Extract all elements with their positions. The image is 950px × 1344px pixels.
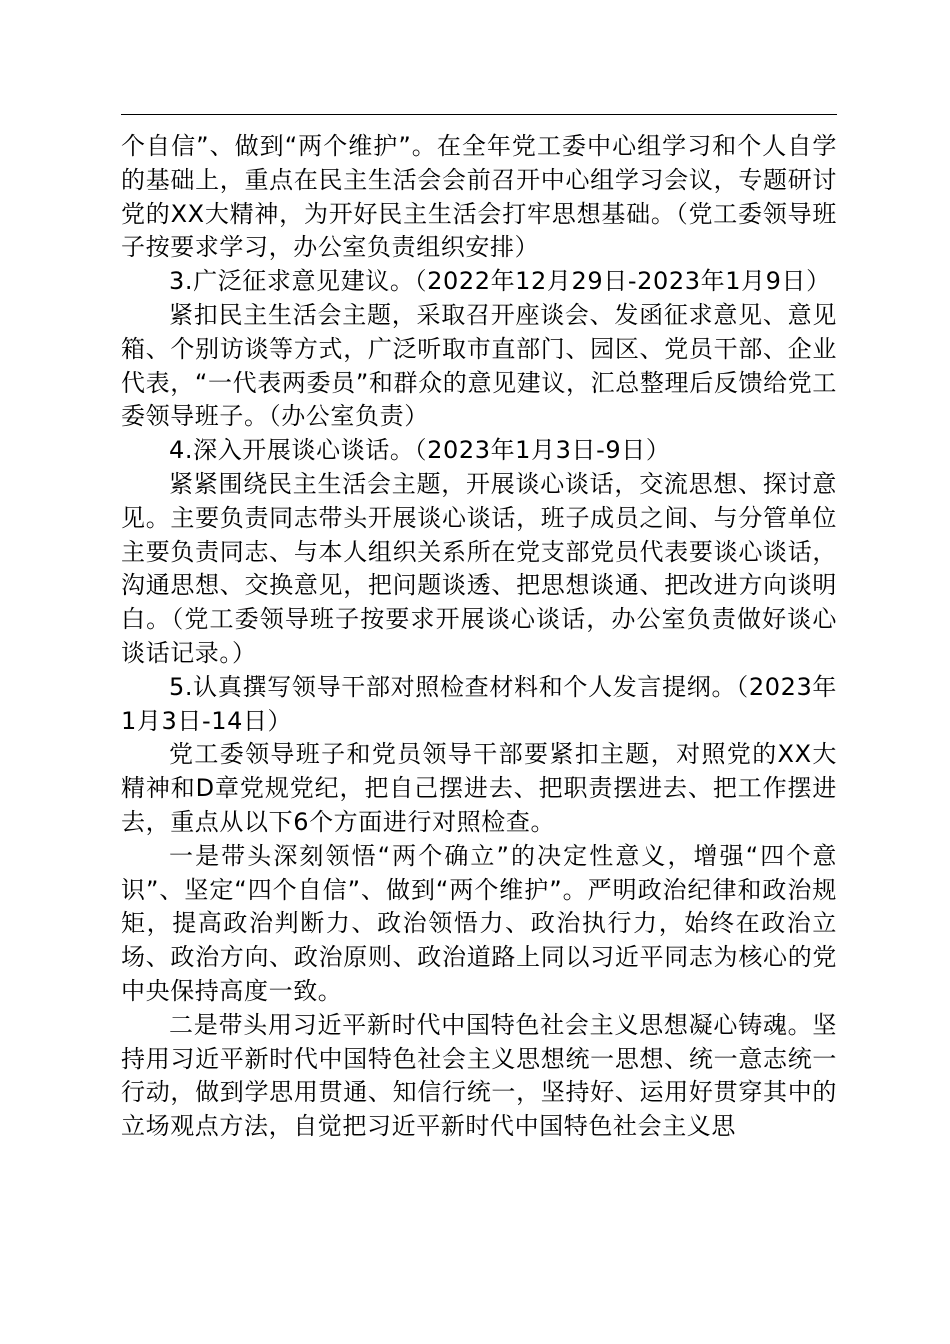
section-heading-4: 4.深入开展谈心谈话。（2023年1月3日-9日） (169, 436, 671, 465)
paragraph-point-one: 一是带头深刻领悟“两个确立”的决定性意义，增强“四个意识”、坚定“四个自信”、做到“两个维护”。严明政治纪律和政治规矩，提高政治判断力、政治领悟力、政治执行力，始终在政治立场、政治方向、政治原则、政治道路上同以习近平同志为核心的党中央保持高度一致。 (121, 841, 837, 1005)
paragraph-point-two: 二是带头用习近平新时代中国特色社会主义思想凝心铸魂。坚持用习近平新时代中国特色社会主义思想统一思想、统一意志统一行动，做到学思用贯通、知信行统一，坚持好、运用好贯穿其中的立场观点方法，自觉把习近平新时代中国特色社会主义思 (121, 1010, 837, 1141)
document-body (121, 130, 837, 1144)
paragraph-self-examination: 党工委领导班子和党员领导干部要紧扣主题，对照党的XX大精神和D章党规党纪，把自己摆进去、把职责摆进去、把工作摆进去，重点从以下6个方面进行对照检查。 (121, 740, 837, 836)
header-rule (121, 114, 837, 115)
paragraph-continuation: 个自信”、做到“两个维护”。在全年党工委中心组学习和个人自学的基础上，重点在民主生活会会前召开中心组学习会议，专题研讨党的XX大精神，为开好民主生活会打牢思想基础。（党工委领导班子按要求学习，办公室负责组织安排） (121, 132, 837, 262)
section-heading-3: 3.广泛征求意见建议。（2022年12月29日-2023年1月9日） (169, 267, 831, 296)
paragraph-solicit-opinions: 紧扣民主生活会主题，采取召开座谈会、发函征求意见、意见箱、个别访谈等方式，广泛听取市直部门、园区、党员干部、企业代表，“一代表两委员”和群众的意见建议，汇总整理后反馈给党工委领导班子。（办公室负责） (121, 300, 837, 431)
paragraph-heart-to-heart-talks: 紧紧围绕民主生活会主题，开展谈心谈话，交流思想、探讨意见。主要负责同志带头开展谈心谈话，班子成员之间、与分管单位主要负责同志、与本人组织关系所在党支部党员代表要谈心谈话，沟通思想、交换意见，把问题谈透、把思想谈通、把改进方向谈明白。（党工委领导班子按要求开展谈心谈话，办公室负责做好谈心谈话记录。） (121, 469, 837, 667)
section-heading-5: 5.认真撰写领导干部对照检查材料和个人发言提纲。（2023年1月3日-14日） (121, 672, 837, 735)
